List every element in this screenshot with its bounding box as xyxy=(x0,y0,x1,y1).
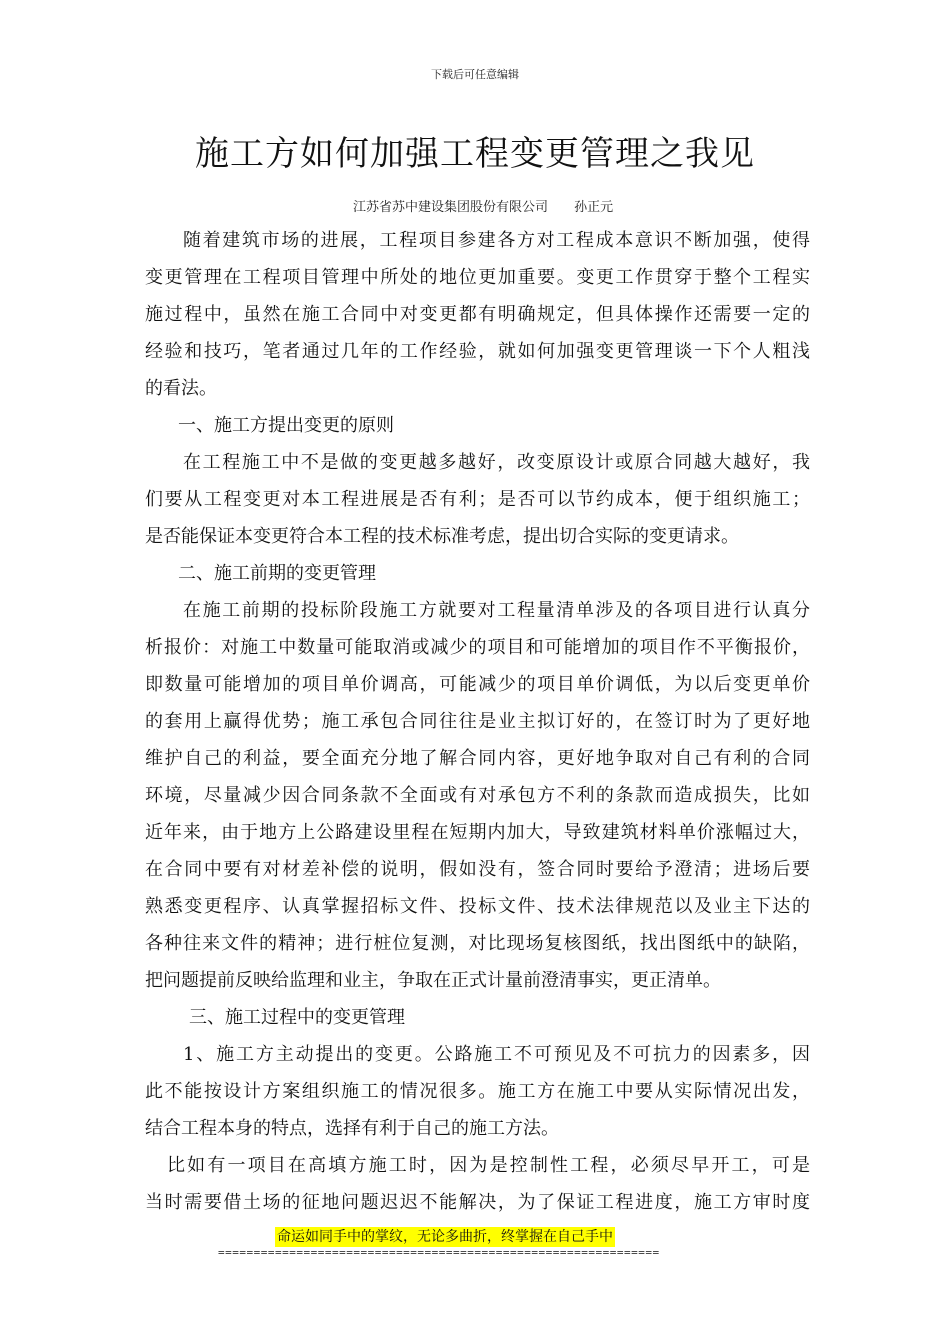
author-name: 孙正元 xyxy=(574,200,614,215)
footer-divider: ============================================================== xyxy=(218,1246,660,1259)
paragraph-line: 即数量可能增加的项目单价调高，可能减少的项目单价调低，为以后变更单价 xyxy=(145,674,810,695)
paragraph-line: 经验和技巧，笔者通过几年的工作经验，就如何加强变更管理谈一下个人粗浅 xyxy=(145,341,810,362)
author-organization: 江苏省苏中建设集团股份有限公司 xyxy=(353,200,549,215)
section-heading: 二、施工前期的变更管理 xyxy=(178,563,376,584)
paragraph-line: 各种往来文件的精神；进行桩位复测，对比现场复核图纸，找出图纸中的缺陷， xyxy=(145,933,810,954)
section-heading: 一、施工方提出变更的原则 xyxy=(178,415,394,436)
paragraph-line: 把问题提前反映给监理和业主，争取在正式计量前澄清事实，更正清单。 xyxy=(145,970,721,991)
footer-motto: 命运如同手中的掌纹，无论多曲折，终掌握在自己手中 xyxy=(277,1229,613,1245)
paragraph-line: 随着建筑市场的进展，工程项目参建各方对工程成本意识不断加强，使得 xyxy=(183,230,810,251)
paragraph-line: 们要从工程变更对本工程进展是否有利；是否可以节约成本，便于组织施工； xyxy=(145,489,810,510)
paragraph-line: 是否能保证本变更符合本工程的技术标准考虑，提出切合实际的变更请求。 xyxy=(145,526,739,547)
paragraph-line: 在合同中要有对材差补偿的说明，假如没有，签合同时要给予澄清；进场后要 xyxy=(145,859,810,880)
paragraph-line: 维护自己的利益，要全面充分地了解合同内容，更好地争取对自己有利的合同 xyxy=(145,748,810,769)
paragraph-line: 此不能按设计方案组织施工的情况很多。施工方在施工中要从实际情况出发， xyxy=(145,1081,810,1102)
author-line xyxy=(353,196,613,215)
paragraph-line: 熟悉变更程序、认真掌握招标文件、投标文件、技术法律规范以及业主下达的 xyxy=(145,896,810,917)
paragraph-line: 结合工程本身的特点，选择有利于自己的施工方法。 xyxy=(145,1118,559,1139)
paragraph-line: 施过程中，虽然在施工合同中对变更都有明确规定，但具体操作还需要一定的 xyxy=(145,304,810,325)
paragraph-line: 析报价：对施工中数量可能取消或减少的项目和可能增加的项目作不平衡报价， xyxy=(145,637,810,658)
document-body xyxy=(145,222,810,1221)
document-title: 施工方如何加强工程变更管理之我见 xyxy=(195,134,755,174)
paragraph-line: 变更管理在工程项目管理中所处的地位更加重要。变更工作贯穿于整个工程实 xyxy=(145,267,810,288)
paragraph-line: 的看法。 xyxy=(145,378,217,399)
paragraph-line: 比如有一项目在高填方施工时，因为是控制性工程，必须尽早开工，可是 xyxy=(167,1155,810,1176)
paragraph-line: 1、施工方主动提出的变更。公路施工不可预见及不可抗力的因素多，因 xyxy=(183,1044,810,1065)
paragraph-line: 近年来，由于地方上公路建设里程在短期内加大，导致建筑材料单价涨幅过大， xyxy=(145,822,810,843)
paragraph-line: 环境，尽量减少因合同条款不全面或有对承包方不利的条款而造成损失，比如 xyxy=(145,785,810,806)
paragraph-line: 当时需要借土场的征地问题迟迟不能解决，为了保证工程进度，施工方审时度 xyxy=(145,1192,810,1213)
paragraph-line: 在施工前期的投标阶段施工方就要对工程量清单涉及的各项目进行认真分 xyxy=(183,600,810,621)
paragraph-line: 的套用上赢得优势；施工承包合同往往是业主拟订好的，在签订时为了更好地 xyxy=(145,711,810,732)
section-heading: 三、施工过程中的变更管理 xyxy=(189,1007,405,1028)
paragraph-line: 在工程施工中不是做的变更越多越好，改变原设计或原合同越大越好，我 xyxy=(183,452,810,473)
page-header-note: 下载后可任意编辑 xyxy=(431,68,519,81)
